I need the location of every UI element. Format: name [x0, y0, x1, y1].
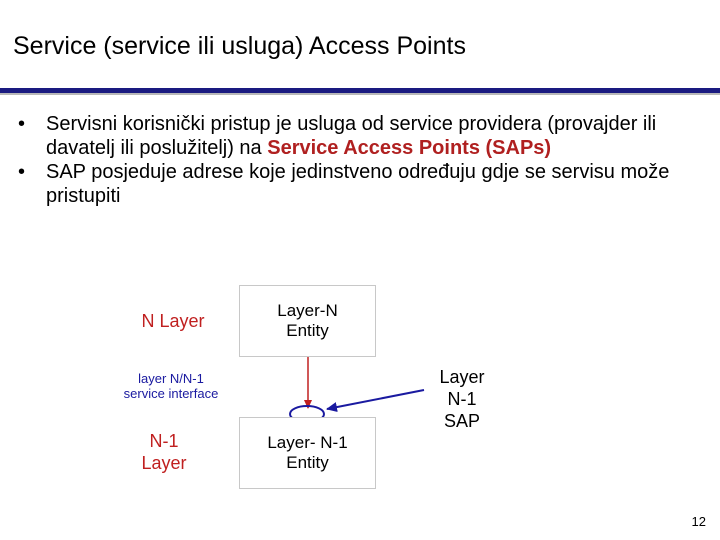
- sap-label-line1: Layer: [439, 367, 485, 387]
- service-interface-line2: service interface: [123, 386, 219, 401]
- n1-layer-line1: N-1: [149, 431, 179, 451]
- n1-layer-label: [118, 430, 210, 474]
- page-number: 12: [691, 514, 706, 529]
- sap-label: [422, 366, 502, 432]
- layer-n-entity-line1: Layer-N: [277, 301, 338, 320]
- layer-n-entity-box: [239, 285, 376, 357]
- bullet-list: [18, 112, 718, 208]
- sap-label-line2: N-1: [447, 389, 477, 409]
- title-rule-shadow: [0, 93, 720, 95]
- bullet-item: [18, 160, 718, 208]
- sap-label-line3: SAP: [443, 411, 481, 431]
- n-layer-label: N Layer: [141, 311, 205, 331]
- layer-n1-entity-line2: Entity: [286, 453, 329, 472]
- bullet-highlight: Service Access Points (SAPs): [267, 137, 552, 159]
- bullet-text: Servisni korisnički pristup je usluga od service providera (provajder ili davatelj ili poslužitelj) na: [46, 113, 657, 159]
- bullet-text: SAP posjeduje adrese koje jedinstveno određuju gdje se servisu može pristupiti: [46, 161, 670, 207]
- service-interface-line1: layer N/N-1: [138, 371, 204, 386]
- layer-n-entity-line2: Entity: [286, 321, 329, 340]
- bullet-item: [18, 112, 718, 160]
- layer-n1-entity-line1: Layer- N-1: [267, 433, 348, 452]
- n1-layer-line2: Layer: [141, 453, 187, 473]
- bullet-dot: •: [18, 161, 26, 183]
- service-interface-label: [104, 371, 238, 401]
- sap-pointer-arrow: [327, 390, 424, 409]
- bullet-dot: •: [18, 113, 26, 135]
- slide-title: Service (service ili usluga) Access Points: [13, 32, 466, 60]
- layer-n1-entity-box: [239, 417, 376, 489]
